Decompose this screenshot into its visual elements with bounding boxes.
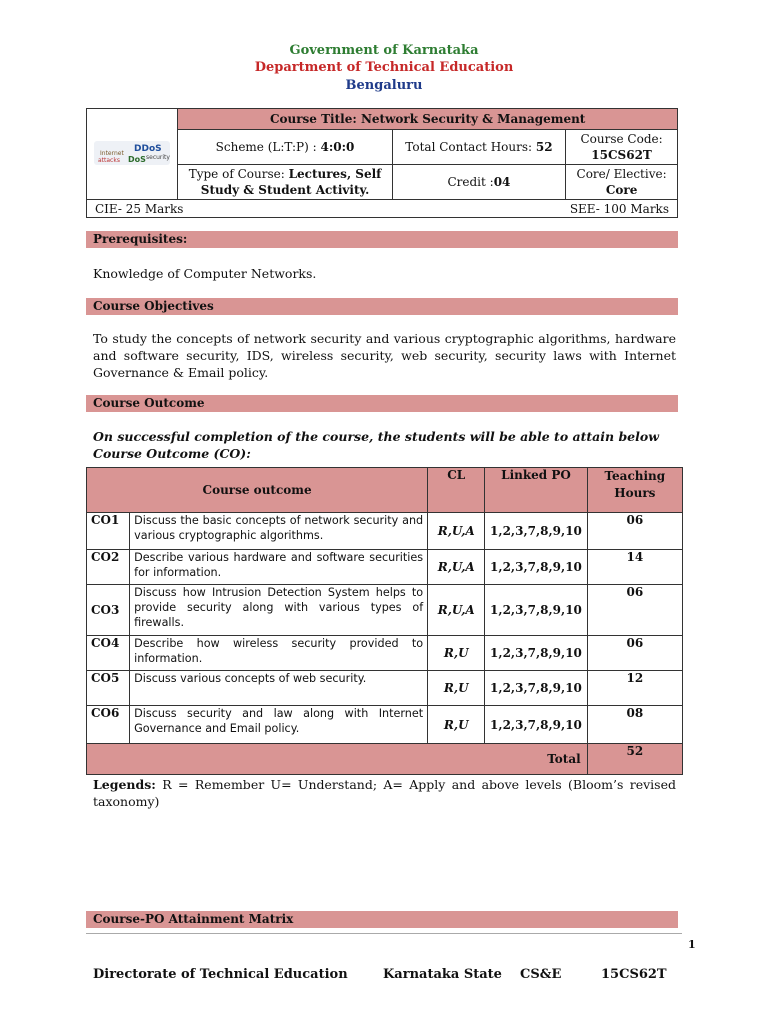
- co-cl: R,U: [428, 706, 485, 744]
- co-cl: R,U,A: [428, 513, 485, 550]
- total-label: Total: [87, 744, 588, 775]
- co-description: Describe how wireless security provided to information.: [130, 636, 428, 671]
- co-cl: R,U,A: [428, 585, 485, 636]
- table-row: [87, 636, 683, 671]
- footer-state: Karnataka State: [383, 967, 502, 982]
- co-cl: R,U: [428, 636, 485, 671]
- co-id: CO3: [87, 585, 130, 636]
- table-row: [87, 550, 683, 585]
- credit-label: Credit :: [447, 175, 494, 189]
- co-id: CO4: [87, 636, 130, 671]
- table-row: [87, 585, 683, 636]
- course-title-value: Network Security & Management: [360, 112, 586, 126]
- core-elective-label: Core/ Elective:: [576, 167, 667, 181]
- co-id: CO1: [87, 513, 130, 550]
- course-code-cell: [566, 130, 678, 165]
- course-title-cell: [178, 109, 678, 130]
- co-description: Discuss various concepts of web security.: [130, 671, 428, 706]
- credit-value: 04: [493, 175, 511, 189]
- logo-word-dos: DoS: [128, 154, 147, 164]
- col-linked-po: Linked PO: [485, 468, 587, 513]
- logo-word-internet: Internet: [100, 149, 124, 157]
- total-row: [87, 744, 683, 775]
- course-type-value-1: Lectures, Self: [288, 167, 382, 181]
- table-row: [87, 706, 683, 744]
- table-row: [87, 513, 683, 550]
- course-logo: [87, 109, 178, 200]
- logo-word-attacks: attacks: [98, 156, 121, 164]
- header-government: Government of Karnataka: [289, 43, 479, 58]
- co-cl: R,U: [428, 671, 485, 706]
- col-cl: CL: [428, 468, 485, 513]
- contact-hours-value: 52: [535, 140, 553, 154]
- co-hours: 06: [587, 513, 682, 550]
- co-id: CO2: [87, 550, 130, 585]
- legends: [93, 776, 676, 810]
- co-hours: 12: [587, 671, 682, 706]
- co-linked-po: 1,2,3,7,8,9,10: [485, 671, 587, 706]
- prerequisites-heading: Prerequisites:: [86, 231, 678, 248]
- logo-word-security: security: [146, 153, 171, 161]
- co-cl: R,U,A: [428, 550, 485, 585]
- legends-text: R = Remember U= Understand; A= Apply and above levels (Bloom’s revised taxonomy): [93, 777, 676, 809]
- prerequisites-text: Knowledge of Computer Networks.: [93, 266, 317, 281]
- table-row: [87, 671, 683, 706]
- col-course-outcome: Course outcome: [87, 468, 428, 513]
- co-description: Discuss how Intrusion Detection System helps to provide security along with various types of firewalls.: [130, 585, 428, 636]
- footer-code: 15CS62T: [601, 967, 667, 982]
- co-linked-po: 1,2,3,7,8,9,10: [485, 550, 587, 585]
- course-type-value-2: Study & Student Activity.: [200, 183, 370, 197]
- logo-word-ddos: DDoS: [134, 143, 162, 154]
- header-department: Department of Technical Education: [254, 60, 514, 75]
- scheme-value: 4:0:0: [320, 140, 355, 154]
- outcome-heading: Course Outcome: [86, 395, 678, 412]
- see-marks: SEE- 100 Marks: [569, 201, 669, 216]
- core-elective-value: Core: [605, 183, 638, 197]
- cie-marks: CIE- 25 Marks: [95, 201, 184, 216]
- co-linked-po: 1,2,3,7,8,9,10: [485, 706, 587, 744]
- co-id: CO5: [87, 671, 130, 706]
- contact-hours-label: Total Contact Hours:: [405, 140, 536, 154]
- co-linked-po: 1,2,3,7,8,9,10: [485, 585, 587, 636]
- legends-label: Legends:: [93, 777, 156, 792]
- course-title-label: Course Title:: [269, 112, 361, 126]
- co-hours: 06: [587, 585, 682, 636]
- co-linked-po: 1,2,3,7,8,9,10: [485, 513, 587, 550]
- scheme-label: Scheme (L:T:P) :: [215, 140, 321, 154]
- course-type-label: Type of Course:: [188, 167, 289, 181]
- contact-hours-cell: [392, 130, 565, 165]
- course-info-table: [86, 108, 678, 218]
- co-hours: 14: [587, 550, 682, 585]
- page-number: 1: [688, 938, 696, 951]
- total-value: 52: [587, 744, 682, 775]
- course-outcome-table: [86, 467, 683, 775]
- word-cloud-logo-icon: [88, 121, 176, 185]
- core-elective-cell: [566, 165, 678, 200]
- co-linked-po: 1,2,3,7,8,9,10: [485, 636, 587, 671]
- credit-cell: [392, 165, 565, 200]
- outcome-intro: On successful completion of the course, the students will be able to attain below Course Outcome (CO):: [93, 429, 659, 461]
- course-code-label: Course Code:: [580, 132, 663, 146]
- co-description: Discuss security and law along with Internet Governance and Email policy.: [130, 706, 428, 744]
- course-type-cell: [178, 165, 392, 200]
- scheme-cell: [178, 130, 392, 165]
- marks-row: [87, 200, 678, 218]
- co-hours: 06: [587, 636, 682, 671]
- footer-divider: [86, 933, 682, 934]
- co-description: Describe various hardware and software securities for information.: [130, 550, 428, 585]
- course-code-value: 15CS62T: [591, 148, 652, 162]
- col-teaching-hours: Teaching Hours: [587, 468, 682, 513]
- co-description: Discuss the basic concepts of network security and various cryptographic algorithms.: [130, 513, 428, 550]
- header-city: Bengaluru: [345, 78, 423, 93]
- footer-directorate: Directorate of Technical Education: [93, 967, 348, 982]
- footer-dept: CS&E: [520, 967, 562, 982]
- objectives-text: To study the concepts of network security and various cryptographic algorithms, hardware and software security, IDS, wireless security, web security, security laws with Internet Governance & Email policy.: [93, 331, 676, 380]
- co-id: CO6: [87, 706, 130, 744]
- objectives-heading: Course Objectives: [86, 298, 678, 315]
- co-hours: 08: [587, 706, 682, 744]
- matrix-heading: Course-PO Attainment Matrix: [86, 911, 678, 928]
